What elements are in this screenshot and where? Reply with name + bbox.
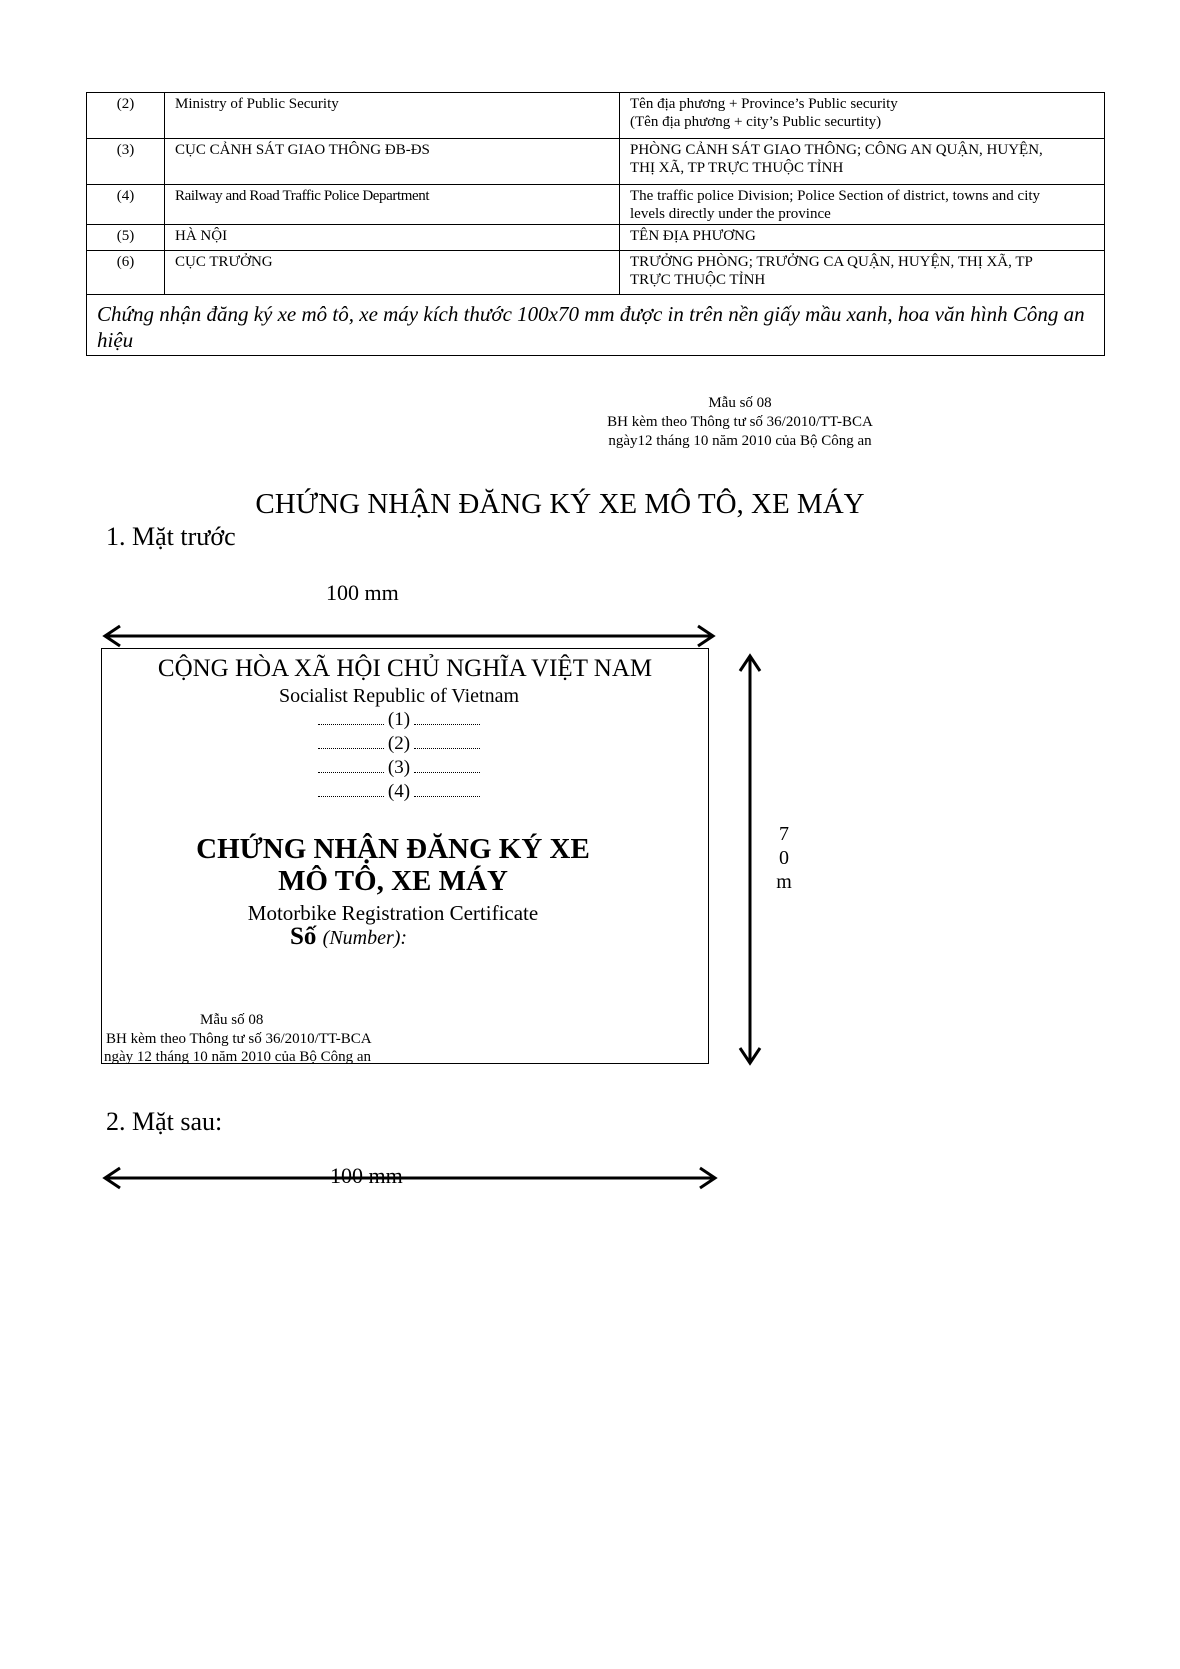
certificate-title-line1: CHỨNG NHẬN ĐĂNG KÝ XE xyxy=(196,833,590,865)
section-front-heading: 1. Mặt trước xyxy=(106,522,236,551)
row-left: HÀ NỘI xyxy=(165,225,620,251)
page-title: CHỨNG NHẬN ĐĂNG KÝ XE MÔ TÔ, XE MÁY xyxy=(255,488,865,520)
field-line xyxy=(101,733,702,755)
model-number: Mẫu số 08 xyxy=(708,395,772,411)
row-right-line: THỊ XÃ, TP TRỰC THUỘC TỈNH xyxy=(630,160,844,176)
row-right xyxy=(620,93,1105,139)
certificate-model-number: Mẫu số 08 xyxy=(200,1012,264,1028)
field-number: (3) xyxy=(387,757,411,778)
row-number: (6) xyxy=(87,251,165,295)
field-number: (1) xyxy=(387,709,411,730)
row-left: CỤC TRƯỞNG xyxy=(165,251,620,295)
row-right-line: TRƯỞNG PHÒNG; TRƯỞNG CA QUẬN, HUYỆN, THỊ XÃ, TP xyxy=(630,254,1033,270)
certificate-title-en: Motorbike Registration Certificate xyxy=(247,901,539,925)
row-number: (5) xyxy=(87,225,165,251)
table-row xyxy=(87,295,1105,356)
certificate-model-circular: BH kèm theo Thông tư số 36/2010/TT-BCA xyxy=(106,1031,372,1047)
row-right xyxy=(620,251,1105,295)
height-label-char: 0 xyxy=(779,847,789,869)
back-width-arrow-icon xyxy=(100,1166,720,1190)
front-height-label xyxy=(774,822,794,894)
table-row xyxy=(87,93,1105,139)
certificate-title-line2: MÔ TÔ, XE MÁY xyxy=(278,865,508,897)
row-right xyxy=(620,185,1105,225)
row-left: CỤC CẢNH SÁT GIAO THÔNG ĐB-ĐS xyxy=(165,139,620,185)
row-right-line: levels directly under the province xyxy=(630,206,831,222)
republic-name: CỘNG HÒA XÃ HỘI CHỦ NGHĨA VIỆT NAM xyxy=(157,655,653,682)
row-number: (4) xyxy=(87,185,165,225)
dotted-line xyxy=(318,782,384,797)
model-circular: BH kèm theo Thông tư số 36/2010/TT-BCA xyxy=(607,414,873,430)
certificate-model-date: ngày 12 tháng 10 năm 2010 của Bộ Công an xyxy=(104,1049,372,1064)
field-line xyxy=(101,709,702,731)
certificate-front xyxy=(101,648,709,1064)
row-left: Ministry of Public Security xyxy=(165,93,620,139)
height-arrow-icon xyxy=(738,652,762,1068)
table-row xyxy=(87,225,1105,251)
model-header xyxy=(560,394,920,451)
number-label: Số xyxy=(290,923,317,950)
row-right-line: Tên địa phương + Province’s Public security xyxy=(630,96,898,112)
dotted-line xyxy=(414,758,480,773)
field-line xyxy=(101,757,702,779)
row-right-line: TÊN ĐỊA PHƯƠNG xyxy=(630,228,756,244)
row-right-line: PHÒNG CẢNH SÁT GIAO THÔNG; CÔNG AN QUẬN, HUYỆN, xyxy=(630,142,1043,158)
height-label-char: m xyxy=(776,871,792,893)
number-line xyxy=(290,923,407,951)
row-number: (2) xyxy=(87,93,165,139)
dotted-line xyxy=(414,710,480,725)
front-width-label: 100 mm xyxy=(326,580,399,605)
table-row xyxy=(87,251,1105,295)
table-row xyxy=(87,185,1105,225)
back-width-label: 100 mm xyxy=(330,1163,403,1188)
field-line xyxy=(101,781,702,803)
dotted-line xyxy=(318,710,384,725)
row-right xyxy=(620,139,1105,185)
dotted-line xyxy=(414,734,480,749)
width-arrow-icon xyxy=(100,624,720,648)
dotted-line xyxy=(318,734,384,749)
code-table xyxy=(86,92,1105,356)
model-date: ngày12 tháng 10 năm 2010 của Bộ Công an xyxy=(608,433,872,449)
field-number: (2) xyxy=(387,733,411,754)
field-number: (4) xyxy=(387,781,411,802)
dotted-line xyxy=(414,782,480,797)
republic-name-en: Socialist Republic of Vietnam xyxy=(278,685,520,707)
row-right-line: (Tên địa phương + city’s Public securtity) xyxy=(630,114,882,130)
dotted-line xyxy=(318,758,384,773)
table-note: Chứng nhận đăng ký xe mô tô, xe máy kích thước 100x70 mm được in trên nền giấy mầu xanh, hoa văn hình Công an hiệu xyxy=(87,295,1105,356)
row-right-line: TRỰC THUỘC TỈNH xyxy=(630,272,766,288)
row-right-line: The traffic police Division; Police Section of district, towns and city xyxy=(630,188,1041,204)
section-back-heading: 2. Mặt sau: xyxy=(106,1107,223,1136)
row-left: Railway and Road Traffic Police Department xyxy=(165,185,620,225)
table-row xyxy=(87,139,1105,185)
row-right xyxy=(620,225,1105,251)
row-number: (3) xyxy=(87,139,165,185)
number-label-en: (Number): xyxy=(322,927,408,949)
height-label-char: 7 xyxy=(779,823,789,845)
